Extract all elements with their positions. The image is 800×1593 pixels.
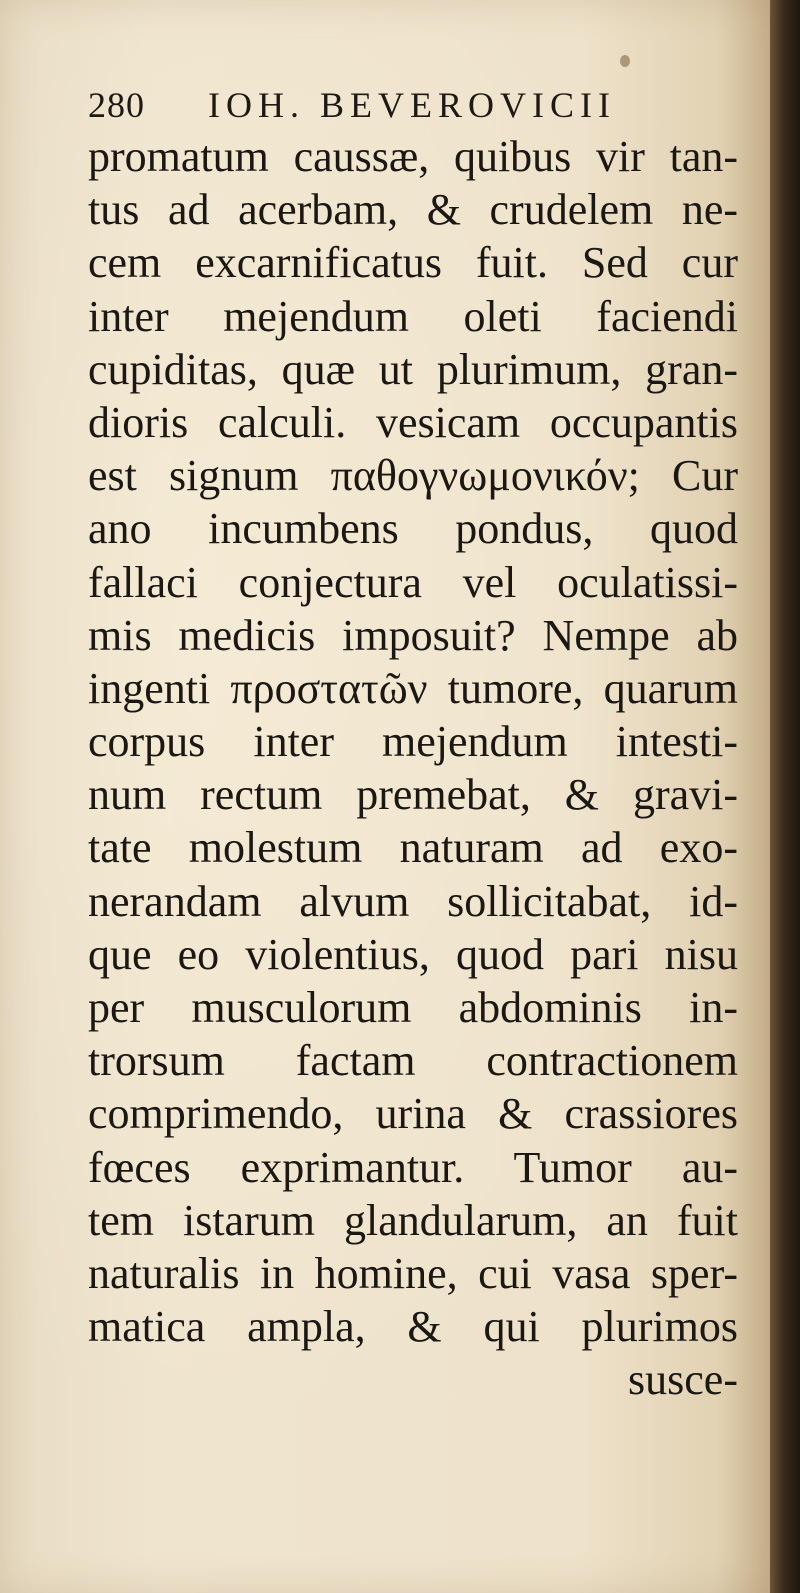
text-line: ano incumbens pondus, quod <box>88 504 738 554</box>
text-line: tate molestum naturam ad exo- <box>88 823 738 873</box>
text-line: que eo violentius, quod pari nisu <box>88 929 738 979</box>
page-header <box>88 80 648 130</box>
text-line: num rectum premebat, & gravi- <box>88 770 738 820</box>
text-line: ingenti προστατῶν tumore, quarum <box>88 663 738 713</box>
running-title: IOH. BEVEROVICII <box>208 85 616 125</box>
text-line: matica ampla, & qui plurimos <box>88 1302 738 1352</box>
book-gutter <box>770 0 800 1593</box>
text-line: dioris calculi. vesicam occupantis <box>88 397 738 447</box>
text-line: per musculorum abdominis in- <box>88 983 738 1032</box>
text-line: tus ad acerbam, & crudelem ne- <box>88 185 738 235</box>
text-line: promatum caussæ, quibus vir tan- <box>88 132 738 181</box>
text-line: fœces exprimantur. Tumor au- <box>88 1142 738 1192</box>
text-line: fallaci conjectura vel oculatissi- <box>88 557 738 607</box>
text-line: cem excarnificatus fuit. Sed cur <box>88 238 738 288</box>
catchword: susce- <box>628 1355 738 1405</box>
text-line: inter mejendum oleti faciendi <box>88 291 738 341</box>
ink-stain <box>620 55 630 67</box>
text-line: naturalis in homine, cui vasa sper- <box>88 1248 738 1298</box>
text-line: mis medicis imposuit? Nempe ab <box>88 610 738 660</box>
text-line: cupiditas, quæ ut plurimum, gran- <box>88 344 738 394</box>
text-line: nerandam alvum sollicitabat, id- <box>88 876 738 926</box>
page-number: 280 <box>88 85 145 125</box>
text-line: tem istarum glandularum, an fuit <box>88 1195 738 1245</box>
text-line: comprimendo, urina & crassiores <box>88 1089 738 1139</box>
text-line: trorsum factam contractionem <box>88 1036 738 1086</box>
text-line: est signum παθογνωμονικόν; Cur <box>88 451 738 501</box>
text-line: corpus inter mejendum intesti- <box>88 717 738 767</box>
body-text <box>88 130 738 1407</box>
